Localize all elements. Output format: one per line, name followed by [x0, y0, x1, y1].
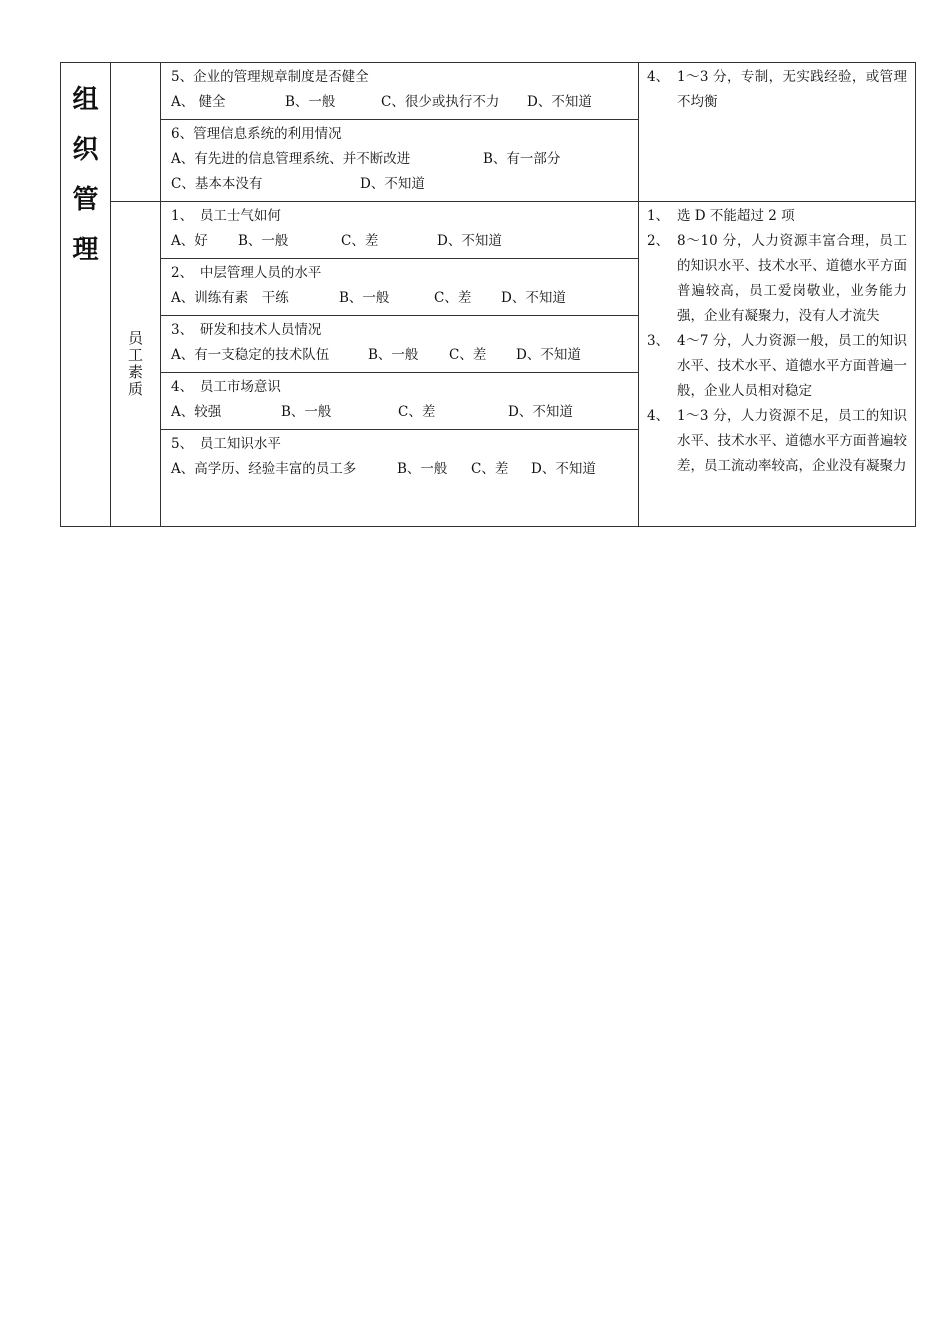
- staff-q5-option-c: C、差: [471, 461, 509, 477]
- q6-option-c: C、基本本没有: [171, 176, 263, 192]
- staff-question-5-title: 5、 员工知识水平: [171, 436, 281, 452]
- staff-q2-option-d: D、不知道: [501, 290, 566, 306]
- staff-q1-option-c: C、差: [341, 233, 379, 249]
- staff-q3-option-c: C、差: [449, 347, 487, 363]
- staff-question-3-options: [171, 343, 628, 368]
- staff-q4-option-a: A、较强: [171, 404, 222, 420]
- section2-note-1: 1、 选 D 不能超过 2 项: [647, 208, 795, 224]
- staff-q5-option-b: B、一般: [397, 461, 448, 477]
- category-label: 组 织 管 理: [72, 85, 99, 265]
- staff-question-1-options: [171, 229, 628, 254]
- staff-question-5-cell: [161, 430, 639, 527]
- q6-option-a: A、有先进的信息管理系统、并不断改进: [171, 151, 411, 167]
- staff-q3-option-d: D、不知道: [516, 347, 581, 363]
- staff-q3-option-b: B、一般: [368, 347, 419, 363]
- staff-question-2-options: [171, 286, 628, 311]
- staff-question-4-title: 4、 员工市场意识: [171, 379, 281, 395]
- question-6-title: 6、管理信息系统的利用情况: [171, 126, 342, 142]
- staff-question-3-cell: [161, 316, 639, 373]
- q5-option-b: B、一般: [285, 94, 336, 110]
- question-5-options: [171, 90, 628, 115]
- question-5-title: 5、企业的管理规章制度是否健全: [171, 69, 369, 85]
- staff-q4-option-b: B、一般: [281, 404, 332, 420]
- staff-question-2-title: 2、 中层管理人员的水平: [171, 265, 322, 281]
- staff-q1-option-d: D、不知道: [437, 233, 502, 249]
- section1-label-cell: [111, 63, 161, 202]
- staff-q1-option-a: A、好: [171, 233, 208, 249]
- staff-q1-option-b: B、一般: [238, 233, 289, 249]
- q5-option-d: D、不知道: [527, 94, 592, 110]
- staff-q4-option-d: D、不知道: [508, 404, 573, 420]
- q6-option-b: B、有一部分: [483, 151, 561, 167]
- q6-option-d: D、不知道: [360, 176, 425, 192]
- question-6-options-row1: [171, 147, 628, 172]
- section1-note: 4、 1～3 分，专制，无实践经验，或管理不均衡: [647, 69, 907, 110]
- q5-option-a: A、 健全: [171, 94, 226, 110]
- staff-q2-option-b: B、一般: [339, 290, 390, 306]
- assessment-table: [60, 62, 916, 527]
- section2-label: 员 工 素 质: [127, 329, 143, 398]
- staff-question-3-title: 3、 研发和技术人员情况: [171, 322, 322, 338]
- staff-q3-option-a: A、有一支稳定的技术队伍: [171, 347, 330, 363]
- section2-note-2: 2、 8～10 分，人力资源丰富合理，员工的知识水平、技术水平、道德水平方面普遍较高，员工爱岗敬业，业务能力强，企业有凝聚力，没有人才流失: [647, 233, 907, 324]
- question-5-cell: [161, 63, 639, 120]
- section1-notes-cell: [639, 63, 916, 202]
- staff-q5-option-d: D、不知道: [531, 461, 596, 477]
- section2-notes-cell: [639, 202, 916, 527]
- section2-label-cell: [111, 202, 161, 527]
- staff-question-5-options: [171, 457, 628, 482]
- staff-question-2-cell: [161, 259, 639, 316]
- staff-q2-option-a: A、训练有素 干练: [171, 290, 289, 306]
- staff-q2-option-c: C、差: [434, 290, 472, 306]
- q5-option-c: C、很少或执行不力: [381, 94, 500, 110]
- category-cell: [61, 63, 111, 527]
- staff-question-4-cell: [161, 373, 639, 430]
- staff-q4-option-c: C、差: [398, 404, 436, 420]
- staff-question-1-title: 1、 员工士气如何: [171, 208, 281, 224]
- section2-note-4: 4、 1～3 分，人力资源不足，员工的知识水平、技术水平、道德水平方面普遍较差，员工流动率较高，企业没有凝聚力: [647, 408, 907, 474]
- staff-q5-option-a: A、高学历、经验丰富的员工多: [171, 461, 357, 477]
- question-6-cell: [161, 120, 639, 202]
- staff-question-1-cell: [161, 202, 639, 259]
- section2-note-3: 3、 4～7 分，人力资源一般，员工的知识水平、技术水平、道德水平方面普遍一般，企业人员相对稳定: [647, 333, 907, 399]
- question-6-options-row2: [171, 172, 628, 197]
- staff-question-4-options: [171, 400, 628, 425]
